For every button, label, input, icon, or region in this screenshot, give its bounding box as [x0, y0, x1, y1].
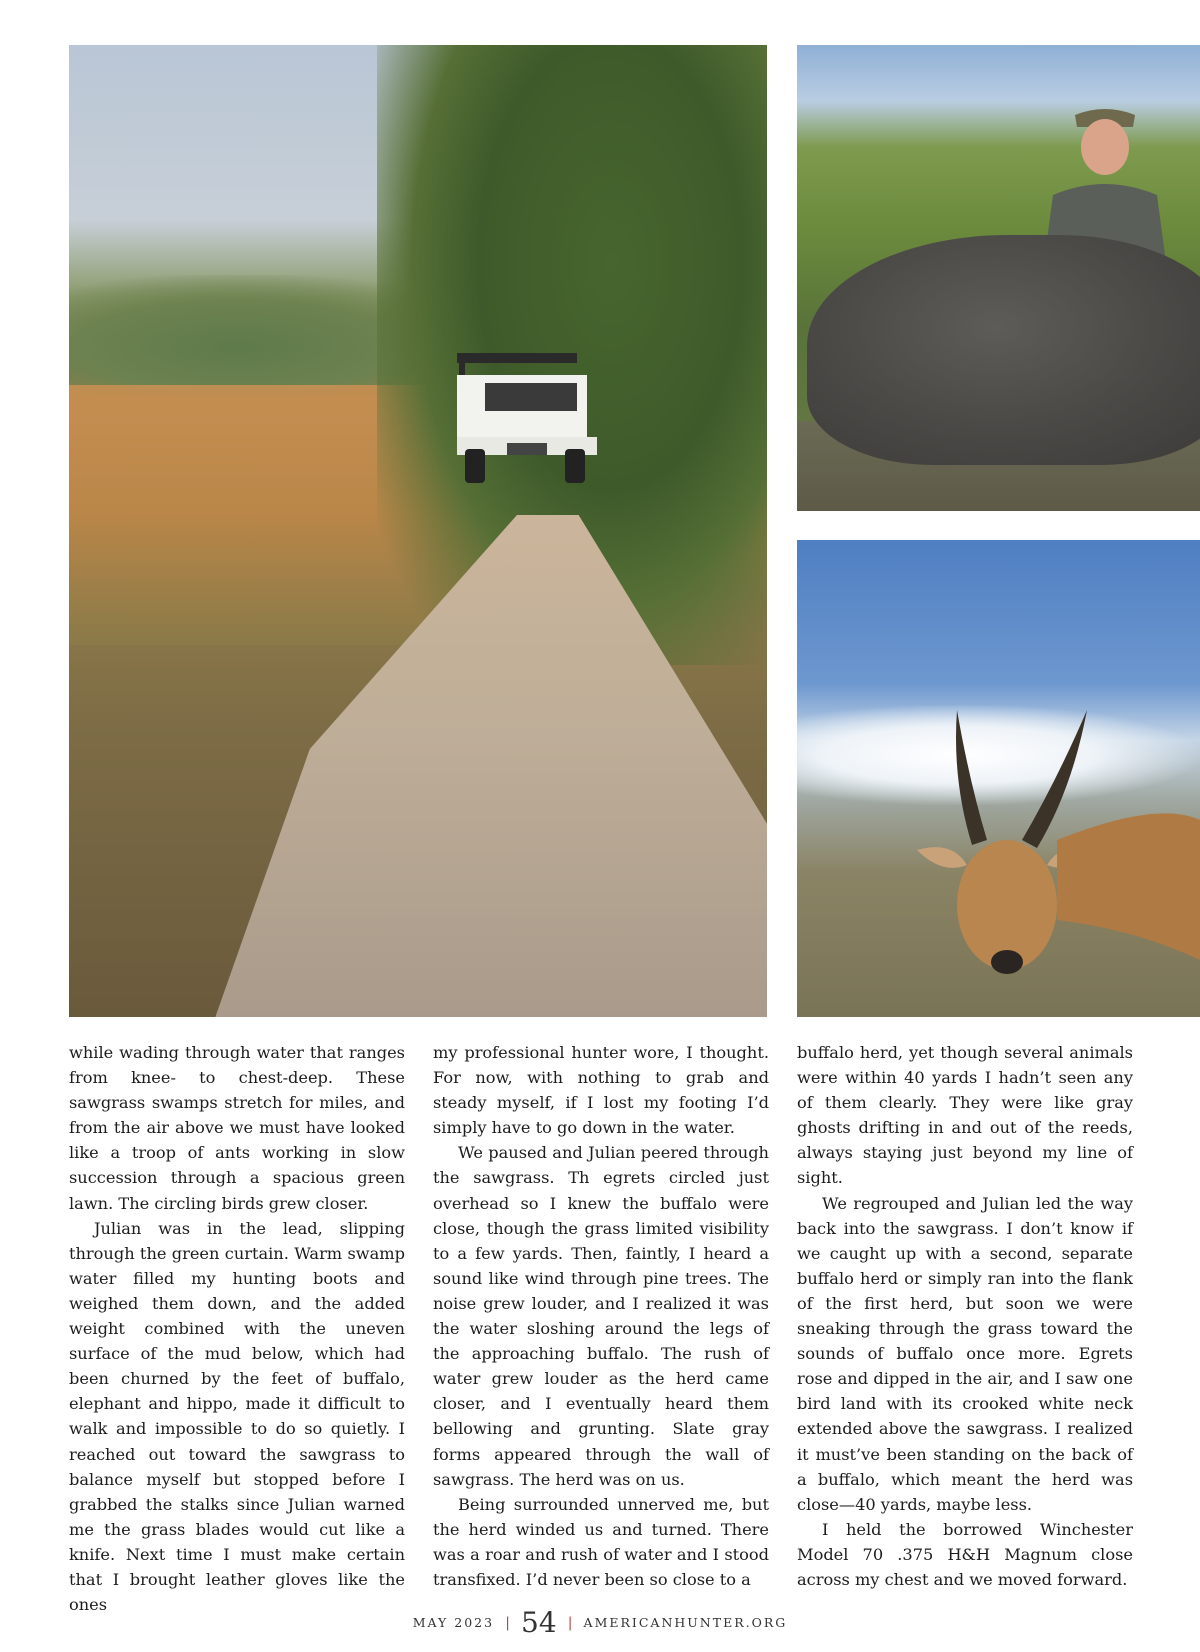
photo-hunter-with-buffalo	[797, 45, 1200, 511]
website-url[interactable]: AMERICANHUNTER.ORG	[583, 1615, 788, 1630]
paragraph: We paused and Julian peered through the sawgrass. Th egrets circled just overhead so I knew the buffalo were close, though the grass limited visibility to a few yards. Then, faintly, I heard a sound like wind through pine trees. The noise grew louder, and I realized it was the water sloshing around the legs of the approaching buffalo. The rush of water grew louder as the herd came closer, and I eventually heard them bellowing and grunting. Slate gray forms appeared through the wall of sawgrass. The herd was on us.	[433, 1143, 769, 1489]
photo-dirt-road-truck	[69, 45, 767, 1017]
footer-separator: |	[567, 1614, 573, 1631]
photo-buffalo-body	[807, 235, 1200, 465]
paragraph: while wading through water that ranges from knee- to chest-deep. These sawgrass swamps stretch for miles, and from the air above we must have looked like a troop of ants working in slow succession through a spacious green lawn. The circling birds grew closer.	[69, 1043, 405, 1213]
footer-separator: |	[505, 1614, 510, 1631]
article-column-2	[433, 1040, 769, 1592]
page-number: 54	[521, 1606, 557, 1639]
paragraph: buffalo herd, yet though several animals were within 40 yards I hadn’t seen any of them clearly. They were like gray ghosts drifting in and out of the reeds, always staying just beyond my line of sight.	[797, 1043, 1133, 1188]
paragraph: my professional hunter wore, I thought. For now, with nothing to grab and steady myself, if I lost my footing I’d simply have to go down in the water.	[433, 1043, 769, 1138]
article-column-1	[69, 1040, 405, 1617]
photo-reedbuck	[797, 540, 1200, 1017]
truck-illustration	[437, 345, 607, 485]
antelope-illustration	[857, 700, 1200, 1017]
paragraph: We regrouped and Julian led the way back into the sawgrass. I don’t know if we caught up with a second, separate buffalo herd or simply ran into the flank of the first herd, but soon we were sneaking through the grass toward the sounds of buffalo once more. Egrets rose and dipped in the air, and I saw one bird land with its crooked white neck extended above the sawgrass. I realized it must’ve been standing on the back of a buffalo, which meant the herd was close—40 yards, maybe less.	[797, 1193, 1133, 1514]
issue-date: MAY 2023	[412, 1615, 495, 1630]
paragraph: Being surrounded unnerved me, but the herd winded us and turned. There was a roar and rush of water and I stood transfixed. I’d never been so close to a	[433, 1494, 769, 1589]
article-column-3	[797, 1040, 1133, 1592]
hunter-illustration	[1035, 105, 1175, 255]
page-footer	[0, 1606, 1200, 1639]
paragraph: Julian was in the lead, slipping through the green curtain. Warm swamp water filled my hunting boots and weighed them down, and the added weight combined with the uneven surface of the mud below, which had been churned by the feet of buffalo, elephant and hippo, made it difficult to walk and impossible to do so quietly. I reached out toward the sawgrass to balance myself but stopped before I grabbed the stalks since Julian warned me the grass blades would cut like a knife. Next time I must make certain that I brought leather gloves like the ones	[69, 1218, 405, 1615]
paragraph: I held the borrowed Winchester Model 70 .375 H&H Magnum close across my chest and we moved forward.	[797, 1519, 1133, 1589]
